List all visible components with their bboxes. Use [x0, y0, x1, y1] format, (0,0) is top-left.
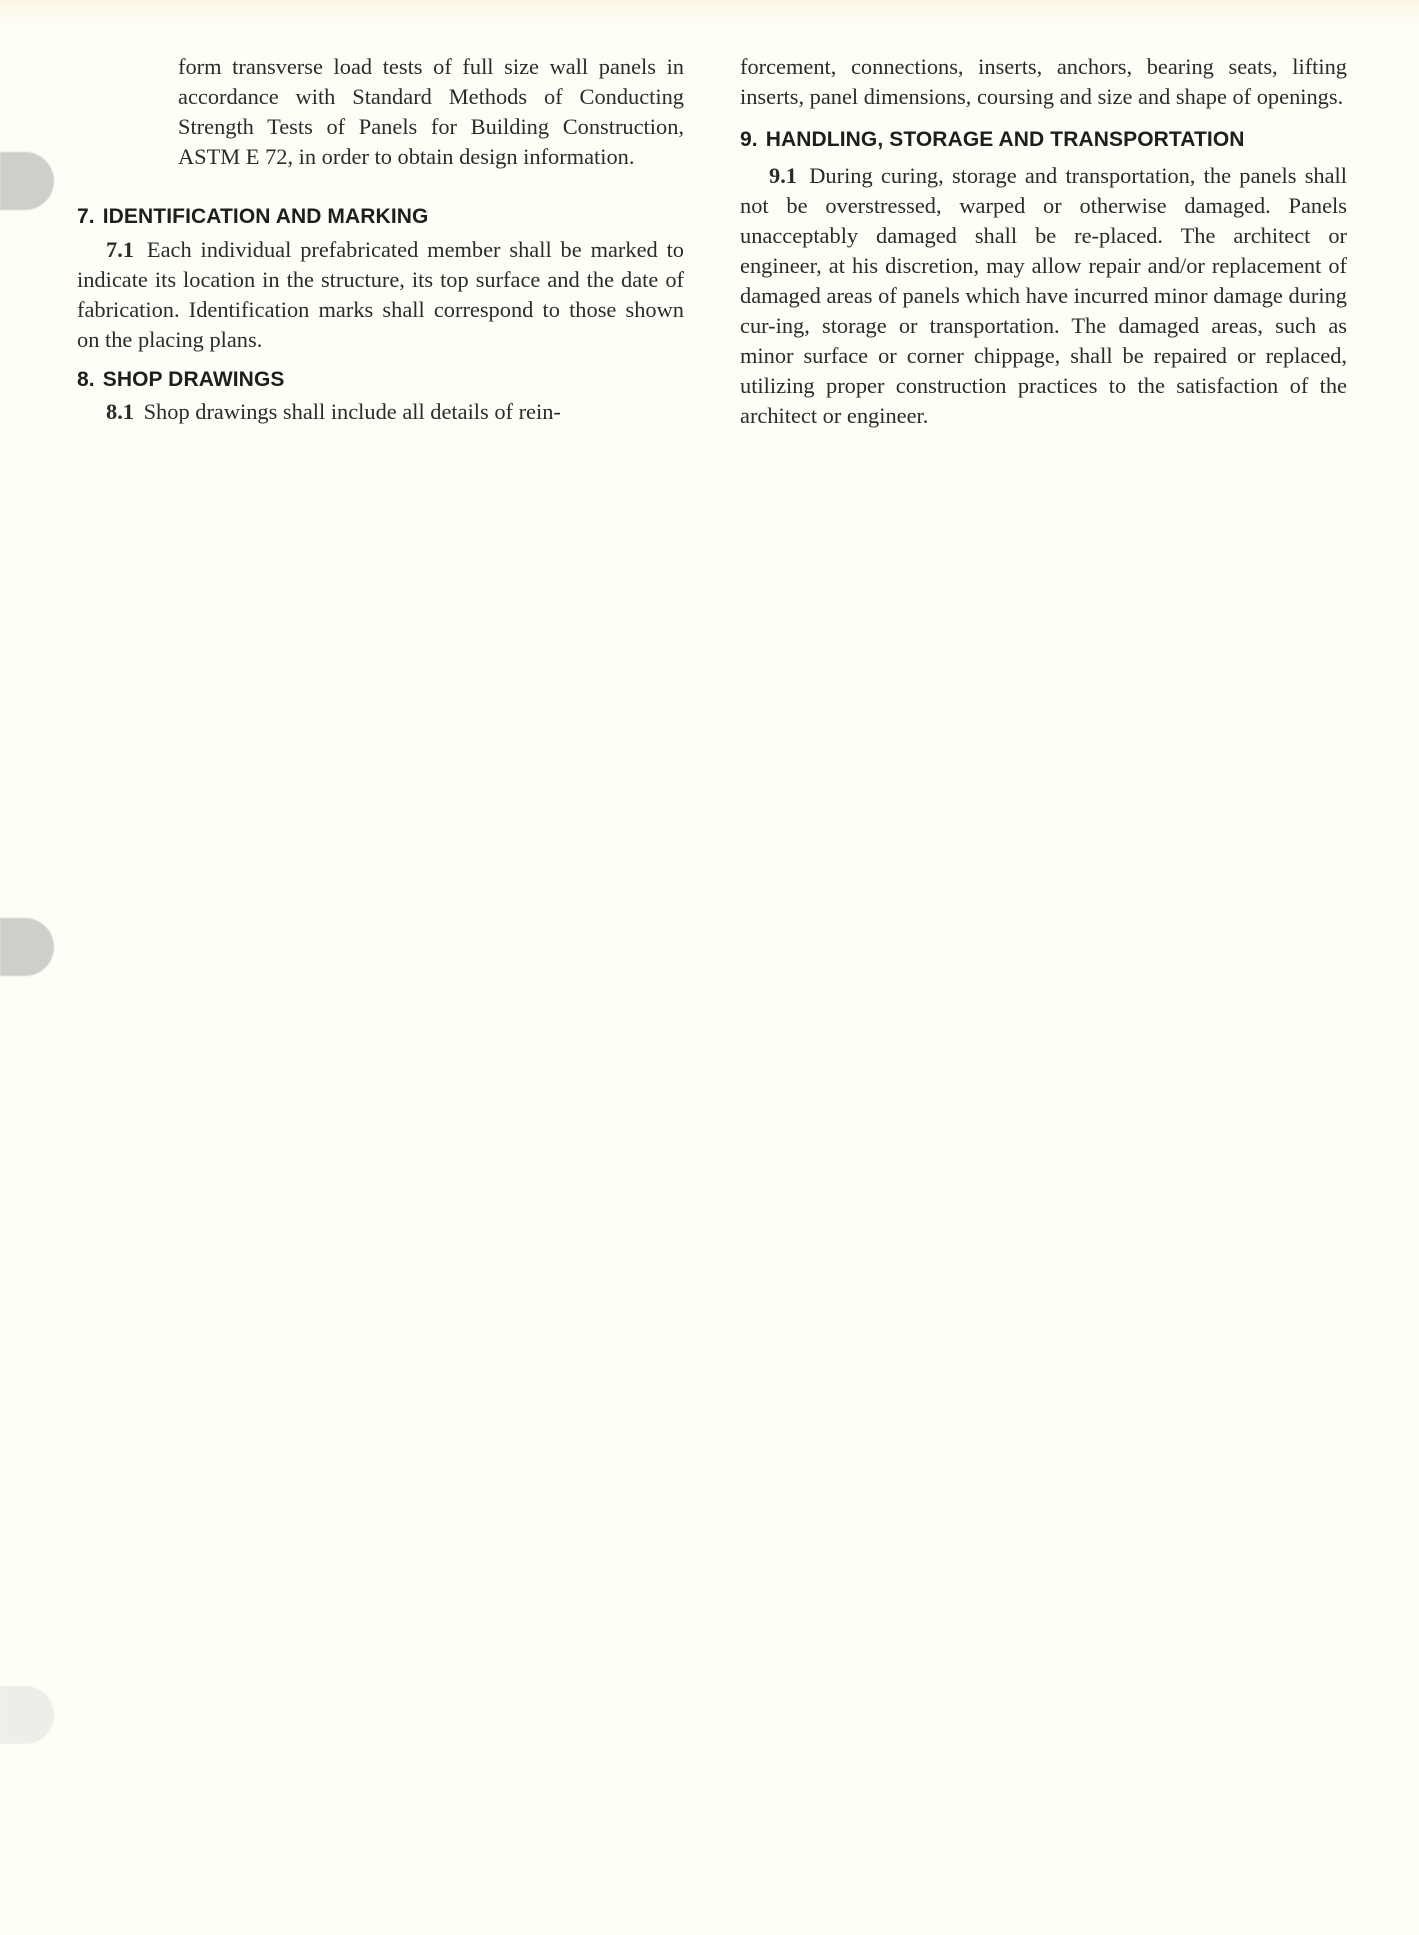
section-identification-and-marking: [77, 202, 684, 355]
paragraph-number: 7.1: [106, 237, 134, 262]
section-title: IDENTIFICATION AND MARKING: [102, 205, 429, 228]
continuation-paragraph: forcement, connections, inserts, anchors, bearing seats, lifting inserts, panel dimensions, coursing and size and shape of openings.: [740, 54, 1347, 109]
paragraph-9-1: [740, 161, 1347, 431]
section-handling-storage-transportation: [740, 125, 1347, 431]
paragraph-text: Shop drawings shall include all details of rein-: [143, 399, 561, 424]
paragraph-number: 9.1: [769, 163, 797, 188]
section-title: SHOP DRAWINGS: [102, 368, 285, 391]
section-heading: [740, 125, 1347, 155]
binder-hole-bottom: [0, 1686, 54, 1744]
paragraph-7-1: [77, 235, 684, 355]
paragraph-8-1: [77, 397, 684, 427]
section-shop-drawings: [77, 365, 684, 427]
paragraph-text: Each individual prefabricated member shall be marked to indicate its location in the structure, its top surface and the date of fabrication. Identification marks shall correspond to those shown on the placing plans.: [77, 237, 684, 352]
section-number: 8.: [77, 368, 95, 391]
section-title: HANDLING, STORAGE AND TRANSPORTATION: [765, 128, 1245, 151]
right-column: [740, 52, 1347, 431]
page-top-shade: [0, 0, 1419, 22]
section-heading: [77, 202, 684, 232]
paragraph-text: During curing, storage and transportation, the panels shall not be overstressed, warped or otherwise damaged. Panels unacceptably damaged shall be re-placed. The architect or engineer, at his discretion, may allow repair and/or replacement of damaged areas of panels which have incurred minor damage during cur-ing, storage or transportation. The damaged areas, such as minor surface or corner chippage, shall be repaired or replaced, utilizing proper construction practices to the satisfaction of the architect or engineer.: [740, 163, 1347, 428]
continuation-paragraph: form transverse load tests of full size wall panels in accordance with Standard Methods of Conducting Strength Tests of Panels for Building Construction, ASTM E 72, in order to obtain design information.: [178, 54, 684, 169]
binder-hole-middle: [0, 918, 54, 976]
section-number: 7.: [77, 205, 95, 228]
section-number: 9.: [740, 128, 758, 151]
left-column: [77, 52, 684, 427]
paragraph-number: 8.1: [106, 399, 134, 424]
section-heading: [77, 365, 684, 395]
binder-hole-top: [0, 152, 54, 210]
